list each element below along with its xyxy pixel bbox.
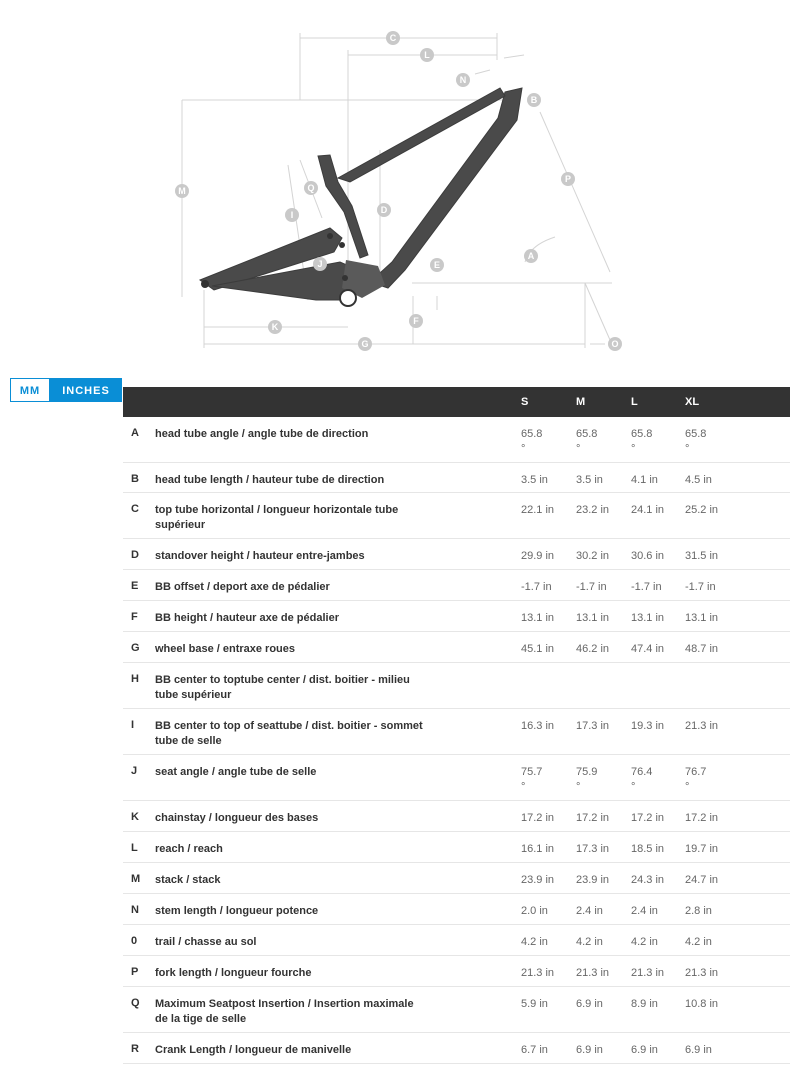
dimension-j-badge [313, 257, 327, 271]
value-cell-m: 30.2 in [576, 550, 610, 562]
dimension-g-badge [358, 337, 372, 351]
value-cell-l: 2.4 in [631, 905, 658, 917]
dimension-d-badge [377, 203, 391, 217]
row-label: chainstay / longueur des bases [155, 812, 319, 824]
dimension-a-badge [524, 249, 538, 263]
row-letter: K [131, 811, 139, 823]
row-letter: 0 [131, 935, 138, 947]
value-cell-l: 47.4 in [631, 643, 665, 655]
value-cell-m: 17.3 in [576, 720, 610, 732]
value-cell-m: 6.9 in [576, 998, 603, 1010]
value-cell-m: 3.5 in [576, 474, 603, 486]
row-label: wheel base / entraxe roues [155, 643, 296, 655]
dimension-p-badge [561, 172, 575, 186]
row-label: head tube angle / angle tube de direction [155, 428, 369, 440]
value-cell-l: 4.2 in [631, 936, 658, 948]
value-cell-xl: 31.5 in [685, 550, 719, 562]
row-letter: Q [131, 997, 140, 1009]
value-cell-m: 23.2 in [576, 504, 610, 516]
table-row [123, 1033, 790, 1064]
row-label: trail / chasse au sol [155, 936, 257, 948]
svg-text:O: O [611, 339, 619, 349]
row-letter: P [131, 966, 139, 978]
frame-geometry-diagram [0, 0, 800, 365]
row-label: stem length / longueur potence [155, 905, 319, 917]
table-row [123, 832, 790, 863]
value-cell-m: 6.9 in [576, 1044, 603, 1056]
value-cell-s: 22.1 in [521, 504, 555, 516]
value-cell-xl: 65.8 ° [685, 428, 707, 455]
value-cell-xl: 4.5 in [685, 474, 712, 486]
dimension-i-badge [285, 208, 299, 222]
row-letter: J [131, 765, 138, 777]
row-label: BB center to top of seattube / dist. boitier - sommet tube de selle [155, 720, 423, 747]
row-letter: A [131, 427, 139, 439]
row-label: BB center to toptube center / dist. boitier - milieu tube supérieur [155, 674, 410, 701]
table-row [123, 463, 790, 493]
value-cell-xl: 48.7 in [685, 643, 719, 655]
value-cell-l: 13.1 in [631, 612, 665, 624]
row-letter: B [131, 473, 139, 485]
row-label: Maximum Seatpost Insertion / Insertion maximale de la tige de selle [155, 998, 414, 1025]
table-row [123, 632, 790, 663]
value-cell-l: 8.9 in [631, 998, 658, 1010]
value-cell-s: 2.0 in [521, 905, 548, 917]
row-letter: M [131, 873, 141, 885]
value-cell-xl: 13.1 in [685, 612, 719, 624]
value-cell-m: 2.4 in [576, 905, 603, 917]
value-cell-l: 21.3 in [631, 967, 665, 979]
row-letter: C [131, 503, 139, 515]
value-cell-l: 30.6 in [631, 550, 665, 562]
row-label: standover height / hauteur entre-jambes [155, 550, 365, 562]
svg-text:C: C [389, 33, 397, 43]
table-row [123, 755, 790, 801]
svg-text:K: K [271, 322, 279, 332]
bike-frame [200, 88, 522, 306]
row-label: BB offset / deport axe de pédalier [155, 581, 330, 593]
dimension-c-badge [386, 31, 400, 45]
size-header-s: S [521, 396, 529, 408]
value-cell-m: 46.2 in [576, 643, 610, 655]
unit-inches-button[interactable]: INCHES [50, 378, 122, 402]
row-letter: R [131, 1043, 139, 1055]
value-cell-s: 21.3 in [521, 967, 555, 979]
table-row [123, 801, 790, 832]
value-cell-l: 24.1 in [631, 504, 665, 516]
dimension-b-badge [527, 93, 541, 107]
svg-text:Q: Q [307, 183, 315, 193]
value-cell-l: 6.9 in [631, 1044, 658, 1056]
table-row [123, 987, 790, 1033]
unit-mm-button[interactable]: MM [10, 378, 50, 402]
value-cell-s: 45.1 in [521, 643, 555, 655]
value-cell-s: 75.7 ° [521, 766, 543, 793]
unit-toggle [10, 378, 122, 402]
svg-text:I: I [290, 210, 294, 220]
value-cell-s: 29.9 in [521, 550, 555, 562]
table-body [123, 417, 790, 1064]
svg-text:A: A [527, 251, 535, 261]
row-label: top tube horizontal / longueur horizontale tube supérieur [155, 504, 399, 531]
dimension-k-badge [268, 320, 282, 334]
svg-text:B: B [530, 95, 538, 105]
table-row [123, 956, 790, 987]
row-label: seat angle / angle tube de selle [155, 766, 317, 778]
value-cell-s: 16.3 in [521, 720, 555, 732]
svg-text:J: J [317, 259, 323, 269]
value-cell-m: 17.2 in [576, 812, 610, 824]
value-cell-s: 6.7 in [521, 1044, 548, 1056]
svg-text:E: E [433, 260, 441, 270]
table-row [123, 709, 790, 755]
dimension-m-badge [175, 184, 189, 198]
row-label: Crank Length / longueur de manivelle [155, 1044, 352, 1056]
value-cell-m: 23.9 in [576, 874, 610, 886]
row-label: reach / reach [155, 843, 223, 855]
value-cell-xl: 21.3 in [685, 720, 719, 732]
svg-text:M: M [178, 186, 186, 196]
geometry-table [123, 387, 790, 1064]
dimension-e-badge [430, 258, 444, 272]
value-cell-xl: 24.7 in [685, 874, 719, 886]
value-cell-m: 65.8 ° [576, 428, 598, 455]
table-header [123, 387, 790, 417]
dimension-q-badge [304, 181, 318, 195]
dimension-lines [182, 33, 612, 348]
row-letter: G [131, 642, 140, 654]
value-cell-m: 17.3 in [576, 843, 610, 855]
svg-text:P: P [564, 174, 572, 184]
value-cell-xl: -1.7 in [685, 581, 716, 593]
table-row [123, 570, 790, 601]
row-label: head tube length / hauteur tube de direction [155, 474, 385, 486]
value-cell-s: 13.1 in [521, 612, 555, 624]
row-letter: D [131, 549, 139, 561]
svg-text:F: F [413, 316, 419, 326]
value-cell-s: 17.2 in [521, 812, 555, 824]
dimension-n-badge [456, 73, 470, 87]
value-cell-s: 23.9 in [521, 874, 555, 886]
value-cell-xl: 19.7 in [685, 843, 719, 855]
row-label: fork length / longueur fourche [155, 967, 312, 979]
value-cell-xl: 17.2 in [685, 812, 719, 824]
value-cell-xl: 10.8 in [685, 998, 719, 1010]
row-letter: E [131, 580, 139, 592]
table-row [123, 863, 790, 894]
value-cell-s: 4.2 in [521, 936, 548, 948]
value-cell-l: 18.5 in [631, 843, 665, 855]
value-cell-s: -1.7 in [521, 581, 552, 593]
row-letter: F [131, 611, 138, 623]
table-row [123, 894, 790, 925]
row-label: BB height / hauteur axe de pédalier [155, 612, 339, 624]
value-cell-xl: 76.7 ° [685, 766, 707, 793]
row-letter: N [131, 904, 139, 916]
value-cell-l: 76.4 ° [631, 766, 653, 793]
value-cell-s: 16.1 in [521, 843, 555, 855]
value-cell-xl: 25.2 in [685, 504, 719, 516]
row-label: stack / stack [155, 874, 221, 886]
value-cell-l: 17.2 in [631, 812, 665, 824]
value-cell-m: 4.2 in [576, 936, 603, 948]
row-letter: L [131, 842, 138, 854]
row-letter: I [131, 719, 135, 731]
table-row [123, 493, 790, 539]
value-cell-m: 75.9 ° [576, 766, 598, 793]
value-cell-xl: 2.8 in [685, 905, 712, 917]
value-cell-l: 4.1 in [631, 474, 658, 486]
value-cell-l: 24.3 in [631, 874, 665, 886]
dimension-f-badge [409, 314, 423, 328]
value-cell-l: 65.8 ° [631, 428, 653, 455]
value-cell-s: 65.8 ° [521, 428, 543, 455]
svg-text:G: G [361, 339, 369, 349]
value-cell-m: 21.3 in [576, 967, 610, 979]
svg-text:L: L [424, 50, 430, 60]
table-row [123, 663, 790, 709]
value-cell-s: 5.9 in [521, 998, 548, 1010]
value-cell-xl: 21.3 in [685, 967, 719, 979]
table-row [123, 539, 790, 570]
table-row [123, 417, 790, 463]
value-cell-s: 3.5 in [521, 474, 548, 486]
row-letter: H [131, 673, 139, 685]
value-cell-m: 13.1 in [576, 612, 610, 624]
size-header-xl: XL [685, 396, 700, 408]
value-cell-xl: 4.2 in [685, 936, 712, 948]
svg-text:D: D [380, 205, 388, 215]
value-cell-l: -1.7 in [631, 581, 662, 593]
value-cell-l: 19.3 in [631, 720, 665, 732]
table-row [123, 601, 790, 632]
svg-text:N: N [459, 75, 467, 85]
value-cell-m: -1.7 in [576, 581, 607, 593]
size-header-l: L [631, 396, 638, 408]
size-header-m: M [576, 396, 586, 408]
table-row [123, 925, 790, 956]
dimension-l-badge [420, 48, 434, 62]
dimension-o-badge [608, 337, 622, 351]
value-cell-xl: 6.9 in [685, 1044, 712, 1056]
